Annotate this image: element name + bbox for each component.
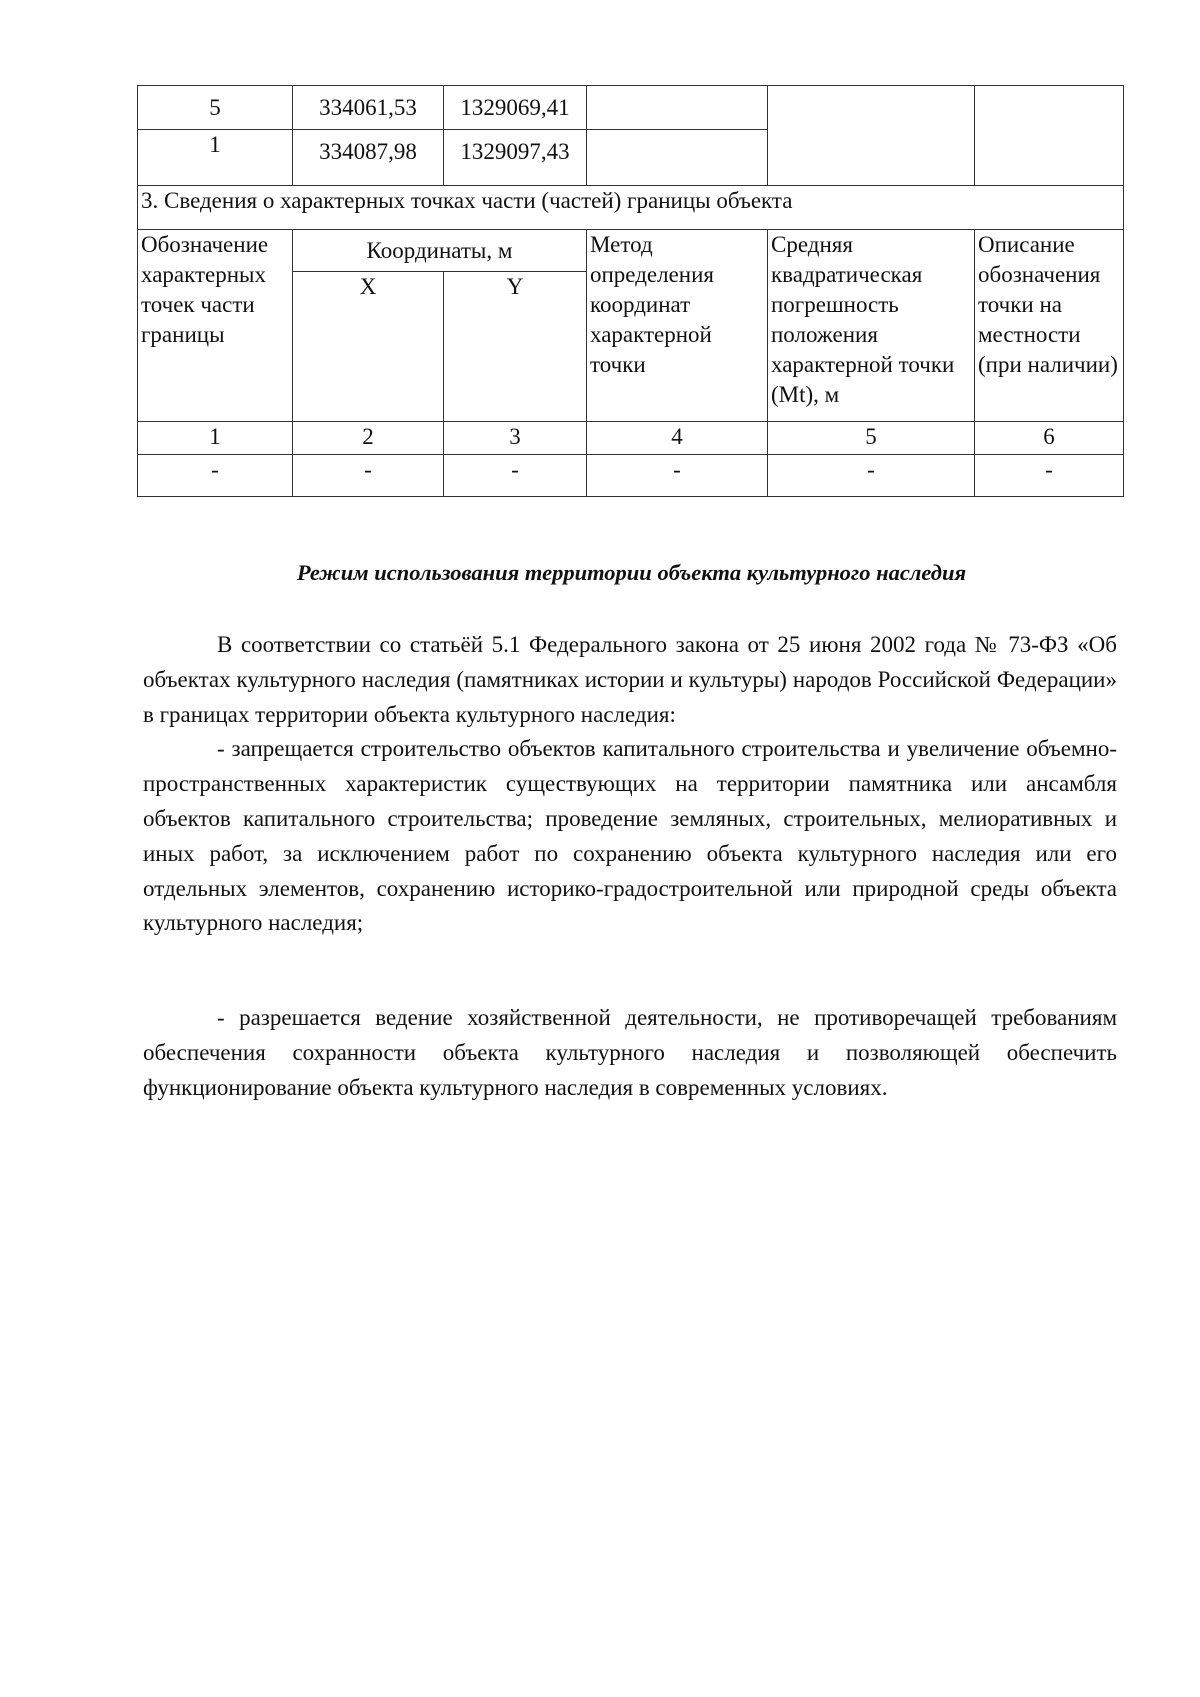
coordinates-header: Координаты, м (293, 230, 587, 272)
x-coordinate-cell: 334061,53 (293, 86, 444, 130)
method-cell (587, 86, 768, 130)
column-number: 1 (138, 422, 293, 455)
y-coordinate-cell: 1329069,41 (444, 86, 587, 130)
designation-header: Обозначение характерных точек части границы (138, 230, 293, 422)
table-row (138, 455, 1124, 497)
error-header: Средняя квадратическая погрешность положения характерной точки (Mt), м (768, 230, 975, 422)
point-number-cell: 1 (138, 130, 293, 186)
error-cell (768, 86, 975, 186)
column-number: 3 (444, 422, 587, 455)
method-cell (587, 130, 768, 186)
empty-cell: - (444, 455, 587, 497)
column-number: 5 (768, 422, 975, 455)
table-row (138, 86, 1124, 130)
paragraph: - запрещается строительство объектов капитального строительства и увеличение объемно-пространственных характеристик существующих на территории памятника или ансамбля объектов капитального строительства; проведение земляных, строительных, мелиоративных и иных работ, за исключением работ по сохранению объекта культурного наследия или его отдельных элементов, сохранению историко-градостроительной или природной среды объекта культурного наследия; (143, 736, 1117, 936)
column-number-row (138, 422, 1124, 455)
x-coordinate-cell: 334087,98 (293, 130, 444, 186)
section-title: 3. Сведения о характерных точках части (частей) границы объекта (138, 186, 1124, 230)
regime-text (143, 628, 1117, 941)
column-number: 6 (975, 422, 1124, 455)
column-number: 4 (587, 422, 768, 455)
y-coordinate-cell: 1329097,43 (444, 130, 587, 186)
section-heading: Режим использования территории объекта культурного наследия (296, 560, 967, 585)
empty-cell: - (138, 455, 293, 497)
point-number-cell: 5 (138, 86, 293, 130)
description-header: Описание обозначения точки на местности (при наличии) (975, 230, 1124, 422)
header-row (138, 230, 1124, 272)
empty-cell: - (587, 455, 768, 497)
paragraph: В соответствии со статьёй 5.1 Федерального закона от 25 июня 2002 года № 73-ФЗ «Об объектах культурного наследия (памятниках истории и культуры) народов Российской Федерации» в границах территории объекта культурного наследия: (143, 632, 1117, 727)
empty-cell: - (768, 455, 975, 497)
column-number: 2 (293, 422, 444, 455)
empty-cell: - (293, 455, 444, 497)
paragraph: - разрешается ведение хозяйственной деятельности, не противоречащей требованиям обеспечения сохранности объекта культурного наследия и позволяющей обеспечить функционирование объекта культурного наследия в современных условиях. (143, 1005, 1117, 1100)
regime-text-continued (143, 1001, 1117, 1105)
section-title-row (138, 186, 1124, 230)
description-cell (975, 86, 1124, 186)
empty-cell: - (975, 455, 1124, 497)
x-header: X (293, 272, 444, 422)
method-header: Метод определения координат характерной точки (587, 230, 768, 422)
y-header: Y (444, 272, 587, 422)
coordinates-table (137, 85, 1124, 497)
